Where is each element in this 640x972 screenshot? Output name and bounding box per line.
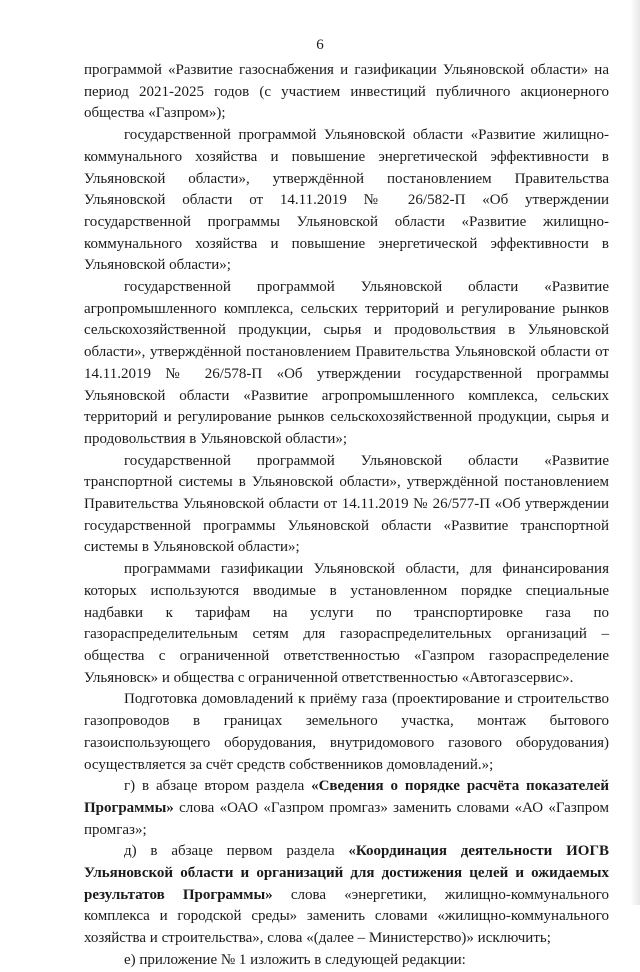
paragraph-agro-program: государственной программой Ульяновской области «Развитие агропромышленного комплекса, сельских территорий и регулирование рынков сельскохозяйственной продукции, сырья и продовольствия в Ульяновской области», утверждённой постановлением Правительства Ульяновской области от 14.11.2019 № 26/578-П «Об утверждении государственной программы Ульяновской области «Развитие агропромышленного комплекса, сельских территорий и регулирование рынков сельскохозяйственной продукции, сырья и продовольствия в Ульяновской области»; [84,279,609,447]
scan-edge-shadow [630,0,640,905]
document-body [84,60,609,972]
item-g-text: г) в абзаце втором раздела [124,778,312,795]
item-d-text: д) в абзаце первом раздела [124,843,349,860]
paragraph-item-e: е) приложение № 1 изложить в следующей редакции: [124,951,466,968]
item-g-section-title: «Сведения о порядке расчёта показателей Программы» [84,778,609,816]
paragraph-household-preparation: Подготовка домовладений к приёму газа (проектирование и строительство газопроводов в границах земельного участка, монтаж бытового газоиспользующего оборудования, внутридомового газового оборудования) осуществляется за счёт средств собственников домовладений.»; [84,691,609,773]
item-g-text-end: слова «ОАО «Газпром промгаз» заменить словами «АО «Газпром промгаз»; [84,799,609,838]
item-d-section-title: «Координация деятельности ИОГВ Ульяновской области и организаций для достижения целей и ожидаемых результатов Программы» [84,843,609,903]
paragraph-item-d [84,841,609,950]
paragraph-gasification-programs: программами газификации Ульяновской области, для финансирования которых используются вводимые в установленном порядке специальные надбавки к тарифам на услуги по транспортировке газа по газораспределительным сетям для газораспределительных организаций – общества с ограниченной ответственностью «Газпром газораспределение Ульяновск» и общества с ограниченной ответственностью «Автогазсервис». [84,561,609,686]
paragraph-gas-program: программой «Развитие газоснабжения и газификации Ульяновской области» на период 2021-2025 годов (с участием инвестиций публичного акционерного общества «Газпром»); [84,62,609,122]
page-number: 6 [316,37,324,53]
paragraph-housing-program: государственной программой Ульяновской области «Развитие жилищно-коммунального хозяйства и повышение энергетической эффективности в Ульяновской области», утверждённой постановлением Правительства Ульяновской области от 14.11.2019 № 26/582-П «Об утверждении государственной программы Ульяновской области «Развитие жилищно-коммунального хозяйства и повышение энергетической эффективности в Ульяновской области»; [84,127,609,274]
paragraph-item-g [84,776,609,841]
item-d-text-end: слова «энергетики, жилищно-коммунального комплекса и городской среды» заменить словами «жилищно-коммунального хозяйства и строительства», слова «(далее – Министерство)» исключить; [84,886,609,947]
paragraph-transport-program: государственной программой Ульяновской области «Развитие транспортной системы в Ульяновской области», утверждённой постановлением Правительства Ульяновской области от 14.11.2019 № 26/577-П «Об утверждении государственной программы Ульяновской области «Развитие транспортной системы в Ульяновской области»; [84,452,609,556]
